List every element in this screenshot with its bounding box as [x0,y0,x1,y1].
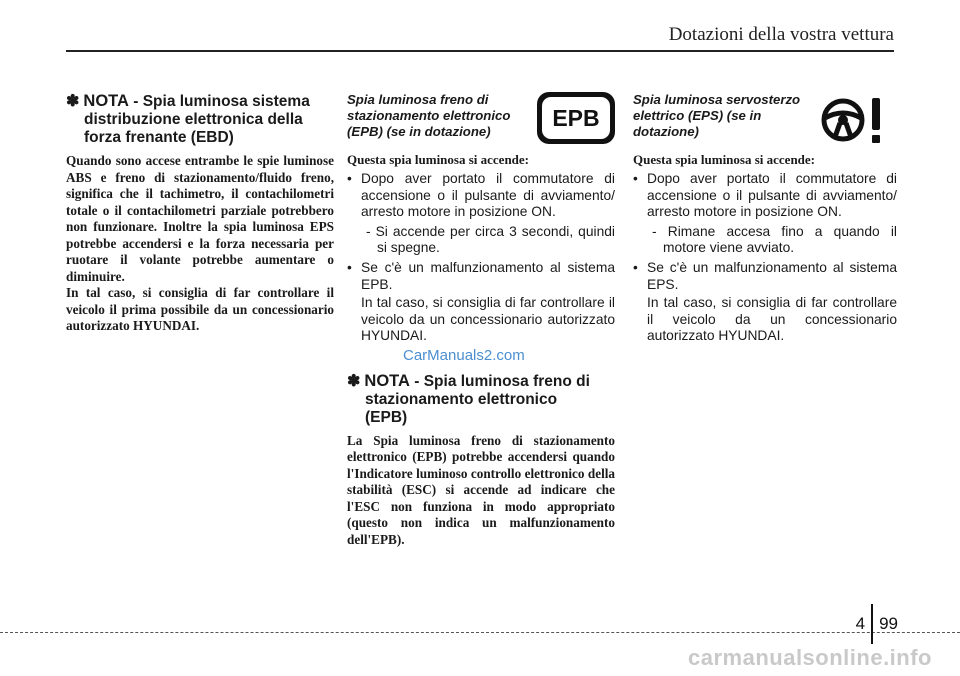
page-index: 99 [879,614,898,633]
section-heading: Spia luminosa freno di stazionamento elettronico (EPB) (se in dotazione) [347,92,511,139]
lead-text: Questa spia luminosa si accende: [633,152,816,167]
page-header-title: Dotazioni della vostra vettura [668,24,894,45]
note-title-line: - Spia luminosa freno di [409,372,590,390]
note-heading [347,372,615,427]
epb-warning-icon [537,92,615,144]
list-item: • Se c'è un malfunzionamento al sistema EPS. [633,260,897,293]
page-number [856,604,898,644]
header-rule [66,50,894,52]
paragraph: In tal caso, si consiglia di far controllare il veicolo da un concessionario autorizzato HYUNDAI. [647,295,897,344]
note-title-line: (EPB) [365,408,408,426]
column-3 [633,92,897,347]
note-label: NOTA [83,92,129,110]
note-body: La Spia luminosa freno di stazionamento elettronico (EPB) potrebbe accendersi quando l'Indicatore luminoso controllo elettronico della stabilità (ESC) si accende ad indicare che l'ESC non funziona in modo appropriato (questo non indica un malfunzionamento dell'EPB). [347,432,615,547]
note-star-icon: ✽ [66,93,80,110]
list-item: • Se c'è un malfunzionamento al sistema EPB. [347,260,615,293]
watermark: CarManuals2.com [403,346,525,364]
column-2 [347,92,615,548]
footer-rule [0,632,960,633]
note-body-2: In tal caso, si consiglia di far controllare il veicolo il prima possibile da un concessionario autorizzato HYUNDAI. [66,285,334,333]
list-item: • Dopo aver portato il commutatore di accensione o il pulsante di avviamento/ arresto motore in posizione ON. [347,171,615,221]
lead-text: Questa spia luminosa si accende: [347,152,530,167]
paragraph: In tal caso, si consiglia di far controllare il veicolo da un concessionario autorizzato HYUNDAI. [361,295,615,344]
sub-list-item: - Rimane accesa fino a quando il motore viene avviato. [652,223,897,256]
epb-icon-label: EPB [542,97,610,139]
column-1 [66,92,334,335]
note-title-line: - Spia luminosa sistema [128,93,310,110]
steering-warning-icon [819,92,897,148]
note-heading [66,92,334,147]
note-title-line: distribuzione elettronica della [84,111,303,128]
list-item: • Dopo aver portato il commutatore di accensione o il pulsante di avviamento/ arresto motore in posizione ON. [633,171,897,221]
note-title-line: forza frenante (EBD) [84,129,234,146]
section-heading: Spia luminosa servosterzo elettrico (EPS) (se in dotazione) [633,92,801,139]
note-star-icon: ✽ [347,372,361,390]
page-number-divider [871,604,873,644]
note-title-line: stazionamento elettronico [365,390,558,408]
chapter-number: 4 [855,614,866,633]
sub-list-item: - Si accende per circa 3 secondi, quindi si spegne. [366,223,615,256]
footer-watermark: carmanualsonline.info [688,645,932,670]
note-body: Quando sono accese entrambe le spie luminose ABS e freno di stazionamento/fluido freno, significa che il tachimetro, il contachilometri totale o il contachilometri parziale potrebbero non funzionare. Inoltre la spia luminosa EPS potrebbe accendersi e la forza necessaria per ruotare il volante potrebbe aumentare o diminuire. [66,153,334,284]
note-label: NOTA [364,371,410,390]
